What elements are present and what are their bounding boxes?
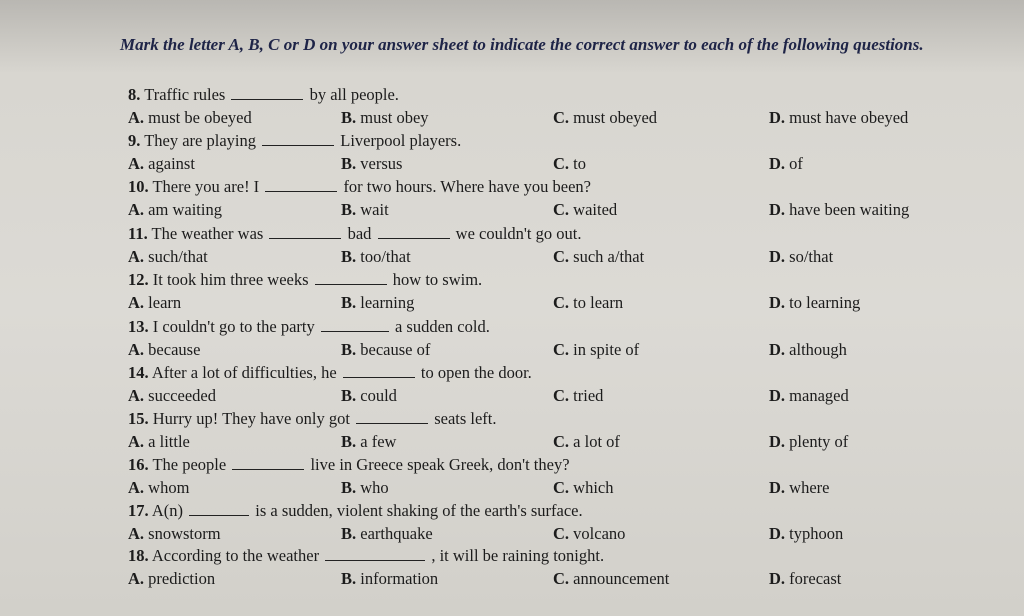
answer-blank xyxy=(315,270,387,285)
option-letter: A. xyxy=(128,247,145,266)
question-text-before: The weather was xyxy=(151,224,264,243)
option-text: whom xyxy=(148,478,190,497)
option-text: although xyxy=(789,340,847,359)
option-letter: C. xyxy=(553,293,570,312)
option-letter: C. xyxy=(553,432,570,451)
option-c xyxy=(553,247,644,267)
option-letter: B. xyxy=(341,478,357,497)
option-letter: B. xyxy=(341,569,357,588)
instruction-text: Mark the letter A, B, C or D on your answer sheet to indicate the correct answer to each of the following questions. xyxy=(120,35,924,54)
question-text-after: we couldn't go out. xyxy=(455,224,582,243)
question-number: 15. xyxy=(128,409,149,428)
option-letter: B. xyxy=(341,247,357,266)
question-13 xyxy=(128,317,768,337)
answer-blank xyxy=(189,501,249,516)
option-letter: B. xyxy=(341,432,357,451)
option-b xyxy=(341,340,430,360)
answer-blank xyxy=(265,177,337,192)
option-letter: C. xyxy=(553,200,570,219)
question-16 xyxy=(128,455,768,475)
question-text-before: There you are! I xyxy=(152,177,260,196)
question-12 xyxy=(128,270,768,290)
option-b xyxy=(341,386,397,406)
question-text-after: is a sudden, violent shaking of the earth's surface. xyxy=(255,501,583,520)
answer-blank xyxy=(325,546,425,561)
option-c xyxy=(553,478,614,498)
option-a xyxy=(128,340,200,360)
option-b xyxy=(341,108,429,128)
option-text: to xyxy=(573,154,587,173)
option-text: succeeded xyxy=(148,386,216,405)
option-letter: D. xyxy=(769,386,786,405)
option-text: a lot of xyxy=(573,432,620,451)
option-letter: A. xyxy=(128,154,145,173)
option-text: plenty of xyxy=(789,432,849,451)
option-d xyxy=(769,200,909,220)
option-text: a few xyxy=(360,432,397,451)
option-letter: C. xyxy=(553,247,570,266)
option-text: because of xyxy=(360,340,431,359)
option-b xyxy=(341,569,438,589)
option-c xyxy=(553,340,639,360)
option-letter: D. xyxy=(769,200,786,219)
option-a xyxy=(128,386,216,406)
question-text-before: After a lot of difficulties, he xyxy=(151,363,337,382)
question-text-before: I couldn't go to the party xyxy=(152,317,315,336)
question-text-middle: bad xyxy=(347,224,372,243)
option-text: where xyxy=(789,478,830,497)
option-text: information xyxy=(360,569,439,588)
option-text: tried xyxy=(573,386,604,405)
option-d xyxy=(769,247,833,267)
question-number: 13. xyxy=(128,317,149,336)
option-text: prediction xyxy=(148,569,216,588)
option-d xyxy=(769,569,841,589)
option-letter: C. xyxy=(553,478,570,497)
question-10 xyxy=(128,177,768,197)
question-text-after: to open the door. xyxy=(420,363,532,382)
option-letter: B. xyxy=(341,524,357,543)
option-a xyxy=(128,432,190,452)
question-8 xyxy=(128,85,768,105)
option-text: which xyxy=(573,478,614,497)
question-number: 8. xyxy=(128,85,141,104)
option-letter: D. xyxy=(769,108,786,127)
option-d xyxy=(769,432,848,452)
option-letter: A. xyxy=(128,108,145,127)
question-text-before: It took him three weeks xyxy=(152,270,309,289)
question-number: 18. xyxy=(128,546,149,565)
option-letter: C. xyxy=(553,108,570,127)
option-b xyxy=(341,200,389,220)
question-text-before: Traffic rules xyxy=(144,85,226,104)
option-c xyxy=(553,524,625,544)
option-a xyxy=(128,247,208,267)
option-text: announcement xyxy=(573,569,670,588)
option-text: volcano xyxy=(573,524,626,543)
question-11 xyxy=(128,224,768,244)
question-text-after: , it will be raining tonight. xyxy=(431,546,605,565)
option-letter: D. xyxy=(769,478,786,497)
option-letter: D. xyxy=(769,432,786,451)
option-letter: B. xyxy=(341,293,357,312)
option-b xyxy=(341,524,433,544)
answer-blank xyxy=(321,317,389,332)
option-letter: A. xyxy=(128,569,145,588)
option-d xyxy=(769,340,847,360)
question-number: 9. xyxy=(128,131,141,150)
option-text: could xyxy=(360,386,397,405)
option-text: too/that xyxy=(360,247,411,266)
question-text-before: A(n) xyxy=(151,501,183,520)
question-15 xyxy=(128,409,768,429)
answer-blank xyxy=(231,85,303,100)
question-text-after: by all people. xyxy=(309,85,399,104)
option-a xyxy=(128,293,181,313)
option-letter: B. xyxy=(341,386,357,405)
question-number: 14. xyxy=(128,363,149,382)
option-text: who xyxy=(360,478,389,497)
option-letter: A. xyxy=(128,293,145,312)
option-c xyxy=(553,154,586,174)
question-text-after: how to swim. xyxy=(392,270,483,289)
option-c xyxy=(553,108,657,128)
option-c xyxy=(553,200,617,220)
option-letter: C. xyxy=(553,524,570,543)
option-text: forecast xyxy=(789,569,842,588)
option-b xyxy=(341,432,396,452)
option-letter: D. xyxy=(769,247,786,266)
option-text: in spite of xyxy=(573,340,640,359)
option-letter: A. xyxy=(128,432,145,451)
option-text: must be obeyed xyxy=(148,108,252,127)
option-text: snowstorm xyxy=(148,524,221,543)
option-text: to learn xyxy=(573,293,624,312)
option-d xyxy=(769,154,803,174)
option-letter: A. xyxy=(128,200,145,219)
option-a xyxy=(128,108,252,128)
answer-blank xyxy=(378,224,450,239)
option-letter: D. xyxy=(769,340,786,359)
question-text-before: They are playing xyxy=(144,131,256,150)
question-number: 12. xyxy=(128,270,149,289)
option-b xyxy=(341,154,402,174)
answer-blank xyxy=(269,224,341,239)
answer-blank xyxy=(343,363,415,378)
option-letter: A. xyxy=(128,478,145,497)
option-letter: B. xyxy=(341,108,357,127)
option-a xyxy=(128,200,222,220)
question-9 xyxy=(128,131,768,151)
option-text: learning xyxy=(360,293,415,312)
option-text: so/that xyxy=(789,247,834,266)
option-a xyxy=(128,478,189,498)
option-a xyxy=(128,569,215,589)
question-text-before: The people xyxy=(152,455,227,474)
question-text-after: seats left. xyxy=(434,409,497,428)
option-text: to learning xyxy=(789,293,861,312)
option-letter: D. xyxy=(769,569,786,588)
option-text: because xyxy=(148,340,201,359)
question-text-after: Liverpool players. xyxy=(340,131,462,150)
question-text-after: live in Greece speak Greek, don't they? xyxy=(310,455,570,474)
option-letter: B. xyxy=(341,154,357,173)
option-c xyxy=(553,569,669,589)
option-text: learn xyxy=(148,293,182,312)
answer-blank xyxy=(356,409,428,424)
option-text: have been waiting xyxy=(789,200,910,219)
option-text: a little xyxy=(148,432,190,451)
question-text-before: According to the weather xyxy=(151,546,320,565)
option-letter: C. xyxy=(553,386,570,405)
option-text: wait xyxy=(360,200,389,219)
answer-blank xyxy=(232,455,304,470)
option-c xyxy=(553,386,603,406)
option-text: must have obeyed xyxy=(789,108,909,127)
option-text: such/that xyxy=(148,247,208,266)
option-text: must obey xyxy=(360,108,429,127)
option-d xyxy=(769,108,908,128)
option-text: of xyxy=(789,154,803,173)
option-b xyxy=(341,293,414,313)
option-text: waited xyxy=(573,200,618,219)
option-b xyxy=(341,247,411,267)
option-text: managed xyxy=(789,386,849,405)
option-letter: D. xyxy=(769,154,786,173)
option-c xyxy=(553,432,620,452)
option-d xyxy=(769,293,860,313)
option-text: am waiting xyxy=(148,200,222,219)
option-letter: A. xyxy=(128,340,145,359)
option-text: typhoon xyxy=(789,524,844,543)
option-text: earthquake xyxy=(360,524,433,543)
option-d xyxy=(769,524,843,544)
question-14 xyxy=(128,363,768,383)
option-letter: C. xyxy=(553,569,570,588)
option-text: must obeyed xyxy=(573,108,658,127)
option-d xyxy=(769,478,829,498)
option-b xyxy=(341,478,389,498)
option-letter: A. xyxy=(128,524,145,543)
question-17 xyxy=(128,501,768,521)
option-text: against xyxy=(148,154,195,173)
option-text: versus xyxy=(360,154,403,173)
question-number: 16. xyxy=(128,455,149,474)
question-text-before: Hurry up! They have only got xyxy=(152,409,350,428)
question-number: 10. xyxy=(128,177,149,196)
option-a xyxy=(128,524,221,544)
option-letter: B. xyxy=(341,340,357,359)
question-text-after: for two hours. Where have you been? xyxy=(343,177,592,196)
answer-blank xyxy=(262,131,334,146)
option-letter: A. xyxy=(128,386,145,405)
option-c xyxy=(553,293,623,313)
option-letter: C. xyxy=(553,340,570,359)
question-number: 11. xyxy=(128,224,148,243)
option-a xyxy=(128,154,195,174)
option-d xyxy=(769,386,849,406)
question-18 xyxy=(128,546,768,566)
option-letter: D. xyxy=(769,293,786,312)
option-letter: B. xyxy=(341,200,357,219)
question-number: 17. xyxy=(128,501,149,520)
option-letter: D. xyxy=(769,524,786,543)
option-text: such a/that xyxy=(573,247,645,266)
option-letter: C. xyxy=(553,154,570,173)
question-text-after: a sudden cold. xyxy=(394,317,490,336)
